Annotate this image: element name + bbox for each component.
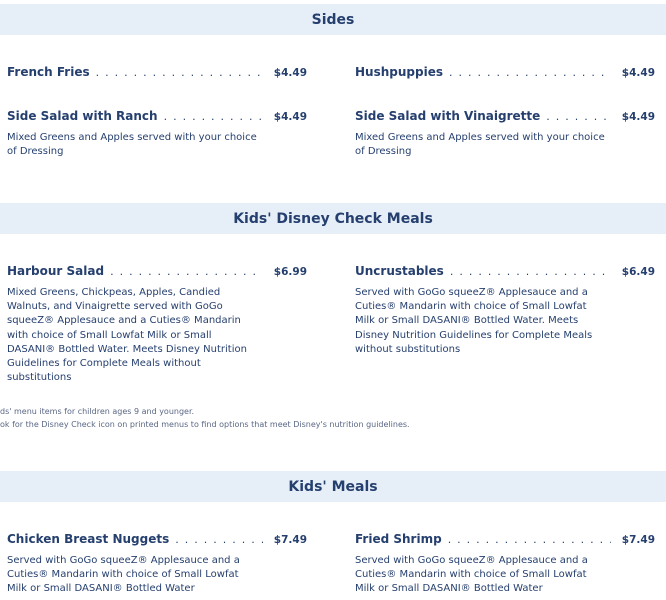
dot-leader [96,66,263,79]
item-description: Mixed Greens and Apples served with your choice of Dressing [7,132,257,158]
item-name: Harbour Salad [7,264,105,278]
item-description: Served with GoGo squeeZ® Applesauce and a Cuties® Mandarin with choice of Small Lowfat Milk or Small DASANI® Bottled Water. Meets Disney Nutrition Guidelines for Complete Meals without substitutions [355,287,593,355]
menu-item-hushpuppies[interactable] [355,65,655,83]
item-description: Mixed Greens, Chickpeas, Apples, Candied Walnuts, and Vinaigrette served with GoGo squeeZ® Applesauce and a Cuties® Mandarin with choice of Small Lowfat Milk or Small DASANI® Bottled Water. Meets Disney Nutrition Guidelines for Complete Meals without substitutions [7,287,247,384]
dot-leader [175,533,263,546]
menu-item-fried-shrimp[interactable] [355,532,655,597]
item-name: Side Salad with Vinaigrette [355,109,541,123]
section-header-disney-check [0,203,666,234]
section-header-kids-meals [0,471,666,502]
item-name: French Fries [7,65,90,79]
item-price: $4.49 [273,67,307,79]
item-description: Mixed Greens and Apples served with your choice of Dressing [355,132,605,158]
section-title: Kids' Meals [288,478,378,495]
item-price: $4.49 [621,111,655,123]
note-age-limit: ds' menu items for children ages 9 and younger. [0,407,195,416]
section-title: Kids' Disney Check Meals [233,210,433,227]
item-price: $4.49 [273,111,307,123]
note-disney-check-icon: ok for the Disney Check icon on printed menus to find options that meet Disney's nutrition guidelines. [0,419,410,429]
item-price: $7.49 [621,534,655,546]
menu-item-side-salad-ranch[interactable] [7,109,307,159]
menu-item-uncrustables[interactable] [355,264,655,357]
menu-item-french-fries[interactable] [7,65,307,83]
item-price: $4.49 [621,67,655,79]
item-description: Served with GoGo squeeZ® Applesauce and a Cuties® Mandarin with choice of Small Lowfat Milk or Small DASANI® Bottled Water [355,555,588,595]
item-name: Fried Shrimp [355,532,442,546]
item-description: Served with GoGo squeeZ® Applesauce and a Cuties® Mandarin with choice of Small Lowfat Milk or Small DASANI® Bottled Water [7,555,240,595]
item-price: $7.49 [273,534,307,546]
dot-leader [449,66,611,79]
item-name: Hushpuppies [355,65,443,79]
menu-item-chicken-breast-nuggets[interactable] [7,532,307,597]
section-title: Sides [311,11,355,28]
item-price: $6.99 [273,266,307,278]
menu-item-harbour-salad[interactable] [7,264,307,385]
item-name: Chicken Breast Nuggets [7,532,170,546]
menu-item-side-salad-vinaigrette[interactable] [355,109,655,159]
dot-leader [164,110,263,123]
dot-leader [448,533,611,546]
section-header-sides [0,4,666,35]
disney-check-notes [0,406,410,431]
dot-leader [110,265,263,278]
item-price: $6.49 [621,266,655,278]
dot-leader [546,110,611,123]
dot-leader [450,265,611,278]
item-name: Side Salad with Ranch [7,109,158,123]
item-name: Uncrustables [355,264,444,278]
